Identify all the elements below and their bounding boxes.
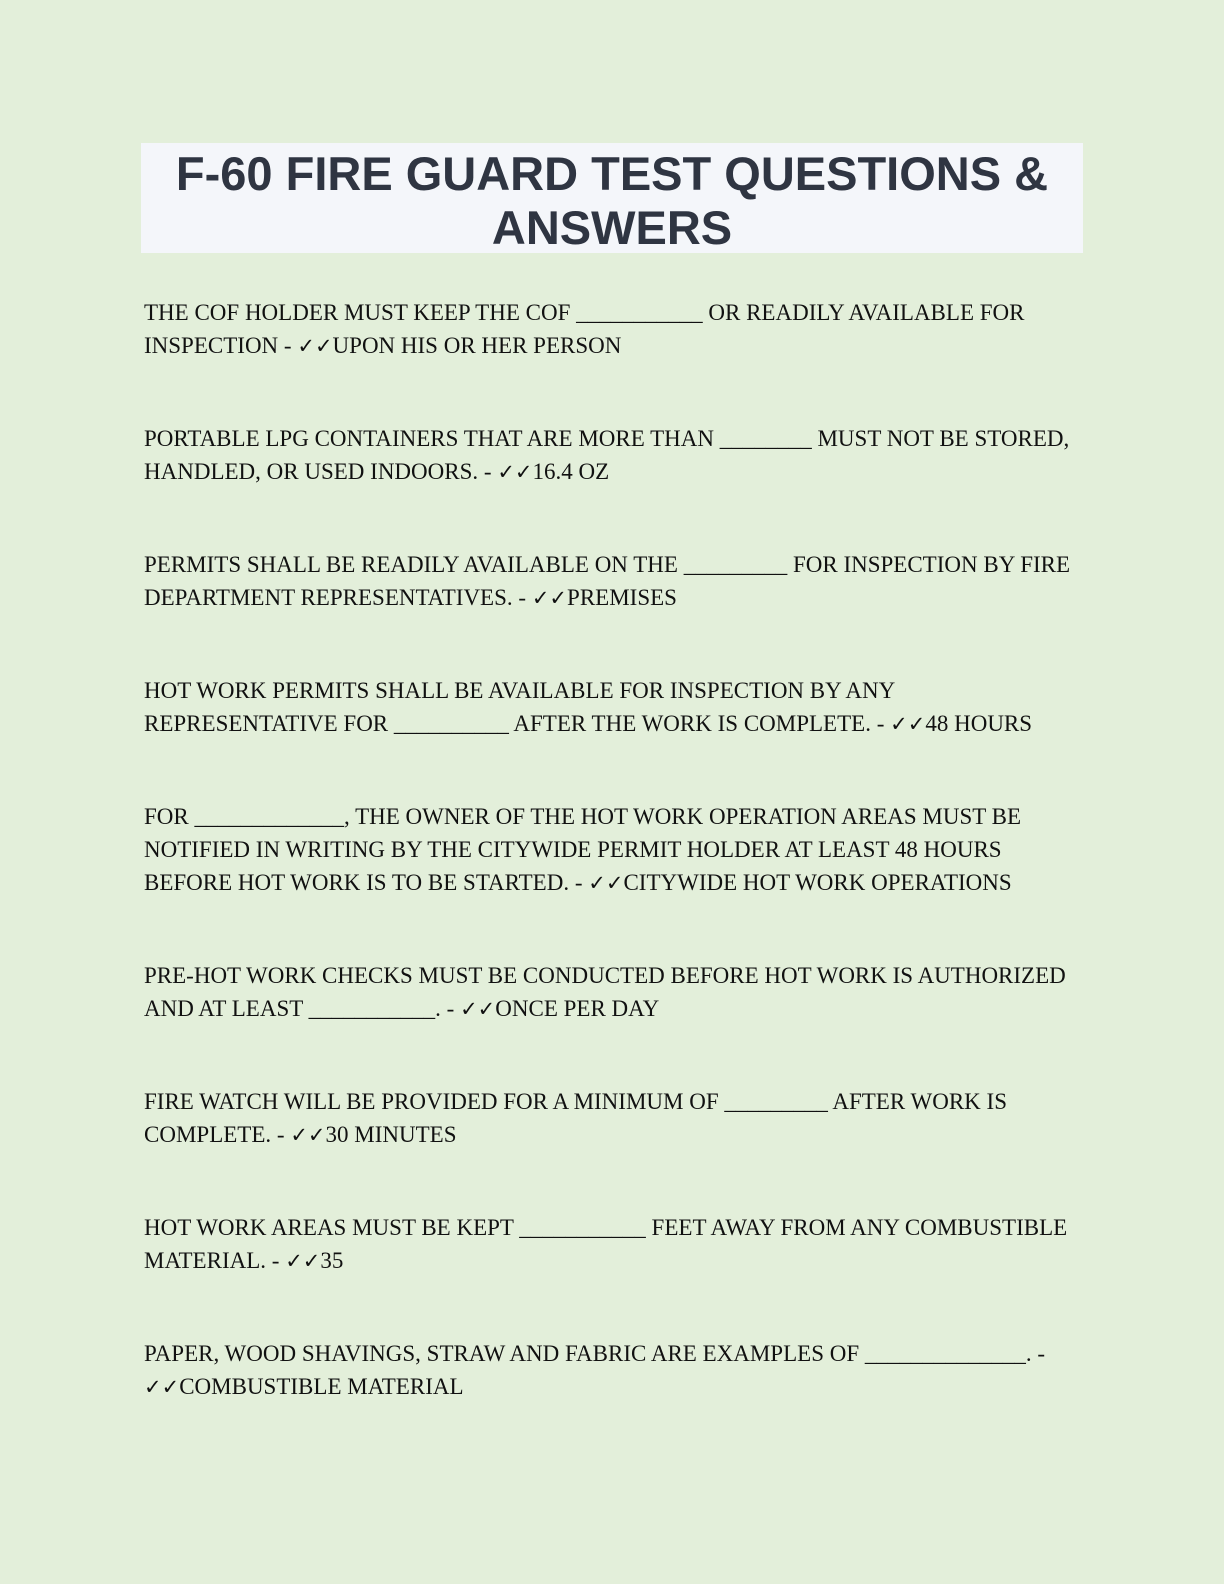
answer-text: ONCE PER DAY	[495, 996, 660, 1021]
question-text: HOT WORK PERMITS SHALL BE AVAILABLE FOR INSPECTION BY ANY REPRESENTATIVE FOR __________ AFTER THE WORK IS COMPLETE.	[144, 678, 895, 736]
separator: -	[1031, 1341, 1046, 1366]
question-text: HOT WORK AREAS MUST BE KEPT ___________ FEET AWAY FROM ANY COMBUSTIBLE MATERIAL.	[144, 1215, 1068, 1273]
separator: -	[440, 996, 461, 1021]
qa-list	[144, 296, 1084, 1404]
separator: -	[569, 870, 589, 895]
separator: -	[512, 585, 532, 610]
qa-item	[144, 296, 1084, 363]
question-text: THE COF HOLDER MUST KEEP THE COF ___________ OR READILY AVAILABLE FOR INSPECTION	[144, 300, 1025, 358]
qa-item	[144, 959, 1084, 1026]
question-text: PORTABLE LPG CONTAINERS THAT ARE MORE THAN ________ MUST NOT BE STORED, HANDLED, OR USED INDOORS.	[144, 426, 1070, 484]
check-mark-icon: ✓✓	[297, 334, 333, 358]
answer-text: 35	[320, 1248, 344, 1273]
separator: -	[870, 711, 891, 736]
title-banner	[141, 143, 1083, 253]
answer-text: COMBUSTIBLE MATERIAL	[179, 1374, 464, 1399]
check-mark-icon: ✓✓	[497, 460, 533, 484]
qa-item	[144, 1085, 1084, 1152]
check-mark-icon: ✓✓	[890, 712, 926, 736]
question-text: PAPER, WOOD SHAVINGS, STRAW AND FABRIC ARE EXAMPLES OF ______________.	[144, 1341, 1032, 1366]
check-mark-icon: ✓✓	[290, 1123, 326, 1147]
answer-text: CITYWIDE HOT WORK OPERATIONS	[623, 870, 1012, 895]
separator: -	[271, 1122, 291, 1147]
qa-item	[144, 800, 1084, 900]
check-mark-icon: ✓✓	[588, 871, 624, 895]
check-mark-icon: ✓✓	[460, 997, 496, 1021]
answer-text: 48 HOURS	[925, 711, 1033, 736]
qa-item	[144, 1337, 1084, 1404]
check-mark-icon: ✓✓	[285, 1249, 321, 1273]
qa-item	[144, 1211, 1084, 1278]
question-text: PERMITS SHALL BE READILY AVAILABLE ON THE _________ FOR INSPECTION BY FIRE DEPARTMENT REPRESENTATIVES.	[144, 552, 1071, 610]
separator: -	[266, 1248, 286, 1273]
separator: -	[278, 333, 298, 358]
separator: -	[478, 459, 498, 484]
answer-text: 16.4 OZ	[532, 459, 610, 484]
qa-item	[144, 422, 1084, 489]
question-text: FOR _____________, THE OWNER OF THE HOT WORK OPERATION AREAS MUST BE NOTIFIED IN WRITING BY THE CITYWIDE PERMIT HOLDER AT LEAST 48 HOURS BEFORE HOT WORK IS TO BE STARTED.	[144, 804, 1022, 895]
question-text: PRE-HOT WORK CHECKS MUST BE CONDUCTED BEFORE HOT WORK IS AUTHORIZED AND AT LEAST ___________.	[144, 963, 1066, 1021]
answer-text: PREMISES	[567, 585, 677, 610]
check-mark-icon: ✓✓	[531, 586, 568, 610]
qa-item	[144, 548, 1084, 615]
answer-text: UPON HIS OR HER PERSON	[332, 333, 622, 358]
check-mark-icon: ✓✓	[144, 1375, 180, 1399]
question-text: FIRE WATCH WILL BE PROVIDED FOR A MINIMUM OF _________ AFTER WORK IS COMPLETE.	[144, 1089, 1007, 1147]
page-title: F-60 FIRE GUARD TEST QUESTIONS & ANSWERS	[175, 147, 1049, 254]
answer-text: 30 MINUTES	[325, 1122, 457, 1147]
qa-item	[144, 674, 1084, 741]
